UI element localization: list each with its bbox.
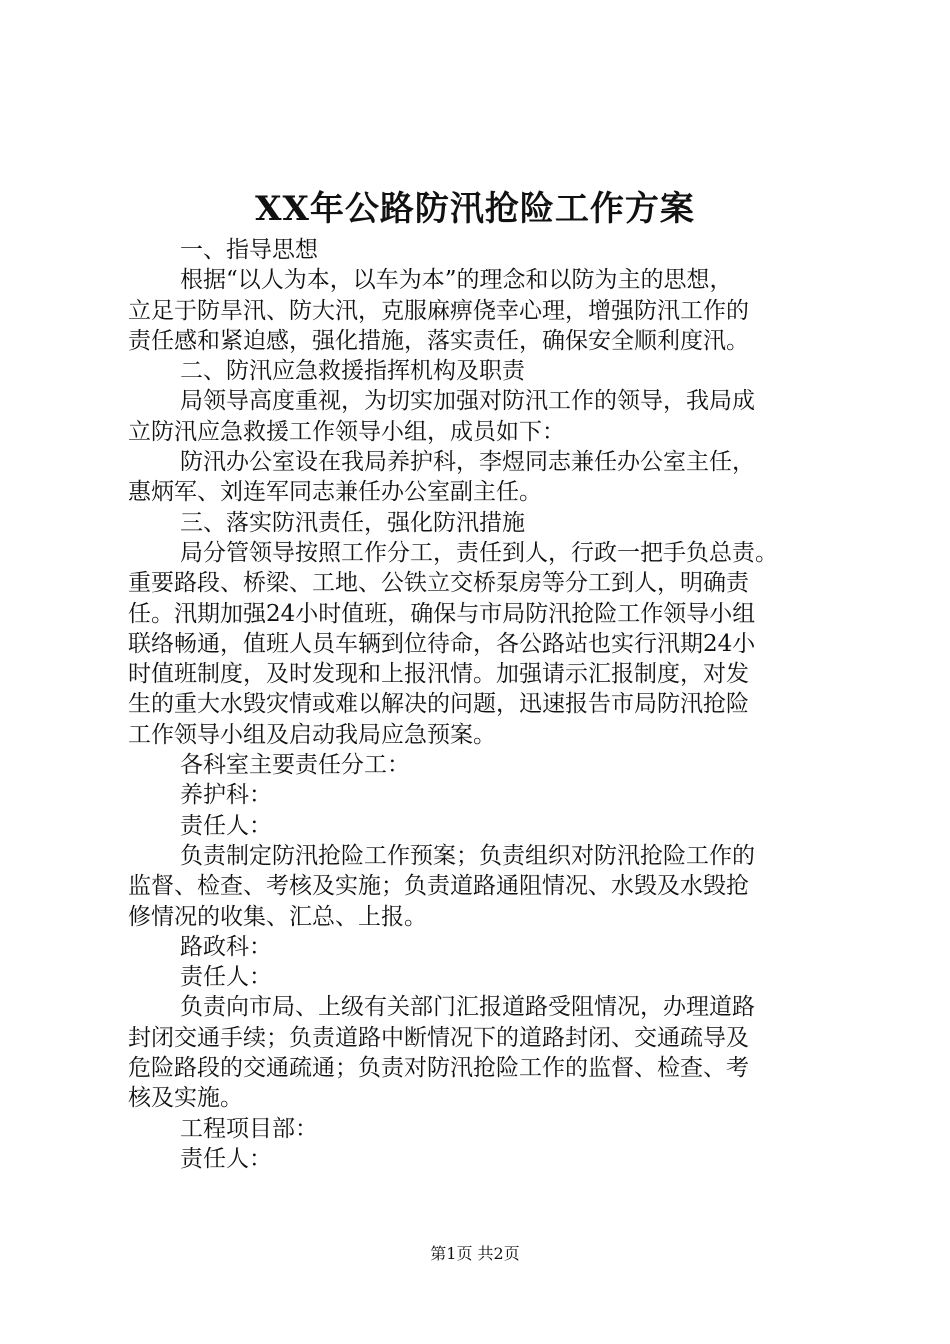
text-line: 监督、检查、考核及实施；负责道路通阻情况、水毁及水毁抢 bbox=[128, 873, 749, 900]
text-line: 各科室主要责任分工： bbox=[180, 752, 410, 779]
text-line: 负责向市局、上级有关部门汇报道路受阻情况，办理道路 bbox=[180, 994, 755, 1021]
text-line: 路政科： bbox=[180, 933, 272, 960]
text-line: 根据“以人为本，以车为本”的理念和以防为主的思想， bbox=[180, 267, 733, 294]
text-line: 局领导高度重视，为切实加强对防汛工作的领导，我局成 bbox=[180, 388, 755, 415]
text-line: 养护科： bbox=[180, 782, 272, 809]
text-line: 危险路段的交通疏通；负责对防汛抢险工作的监督、检查、考 bbox=[128, 1055, 749, 1082]
text-line: 责任人： bbox=[180, 964, 272, 991]
text-line: 防汛办公室设在我局养护科，李煜同志兼任办公室主任， bbox=[180, 449, 755, 476]
text-line: 责任人： bbox=[180, 812, 272, 839]
text-line: 一、指导思想 bbox=[180, 237, 318, 263]
text-line: 联络畅通，值班人员车辆到位待命，各公路站也实行汛期24小 bbox=[128, 630, 756, 657]
text-line: 重要路段、桥梁、工地、公铁立交桥泵房等分工到人，明确责 bbox=[128, 570, 749, 597]
text-line: 工程项目部： bbox=[180, 1115, 318, 1142]
text-line: 责任感和紧迫感，强化措施，落实责任，确保安全顺利度汛。 bbox=[128, 327, 749, 354]
text-line: 修情况的收集、汇总、上报。 bbox=[128, 903, 427, 930]
text-line: 负责制定防汛抢险工作预案；负责组织对防汛抢险工作的 bbox=[180, 842, 755, 869]
text-line: 立防汛应急救援工作领导小组，成员如下： bbox=[128, 418, 565, 445]
text-line: 工作领导小组及启动我局应急预案。 bbox=[128, 721, 496, 748]
text-line: 时值班制度，及时发现和上报汛情。加强请示汇报制度，对发 bbox=[128, 661, 749, 688]
text-line: 任。汛期加强24小时值班，确保与市局防汛抢险工作领导小组 bbox=[128, 600, 756, 627]
text-line: 封闭交通手续；负责道路中断情况下的道路封闭、交通疏导及 bbox=[128, 1024, 749, 1051]
document-title: XX年公路防汛抢险工作方案 bbox=[255, 189, 695, 229]
text-line: 局分管领导按照工作分工，责任到人，行政一把手负总责。 bbox=[180, 539, 778, 566]
text-line: 二、防汛应急救援指挥机构及职责 bbox=[180, 358, 525, 385]
text-line: 生的重大水毁灾情或难以解决的问题，迅速报告市局防汛抢险 bbox=[128, 691, 749, 718]
document-body bbox=[128, 235, 832, 1174]
page-footer: 第1页 共2页 bbox=[430, 1244, 520, 1263]
text-line: 核及实施。 bbox=[128, 1085, 243, 1112]
text-line: 责任人： bbox=[180, 1145, 272, 1172]
text-line: 立足于防旱汛、防大汛，克服麻痹侥幸心理，增强防汛工作的 bbox=[128, 297, 749, 324]
text-line: 惠炳军、刘连军同志兼任办公室副主任。 bbox=[128, 479, 542, 506]
text-line: 三、落实防汛责任，强化防汛措施 bbox=[180, 509, 525, 536]
